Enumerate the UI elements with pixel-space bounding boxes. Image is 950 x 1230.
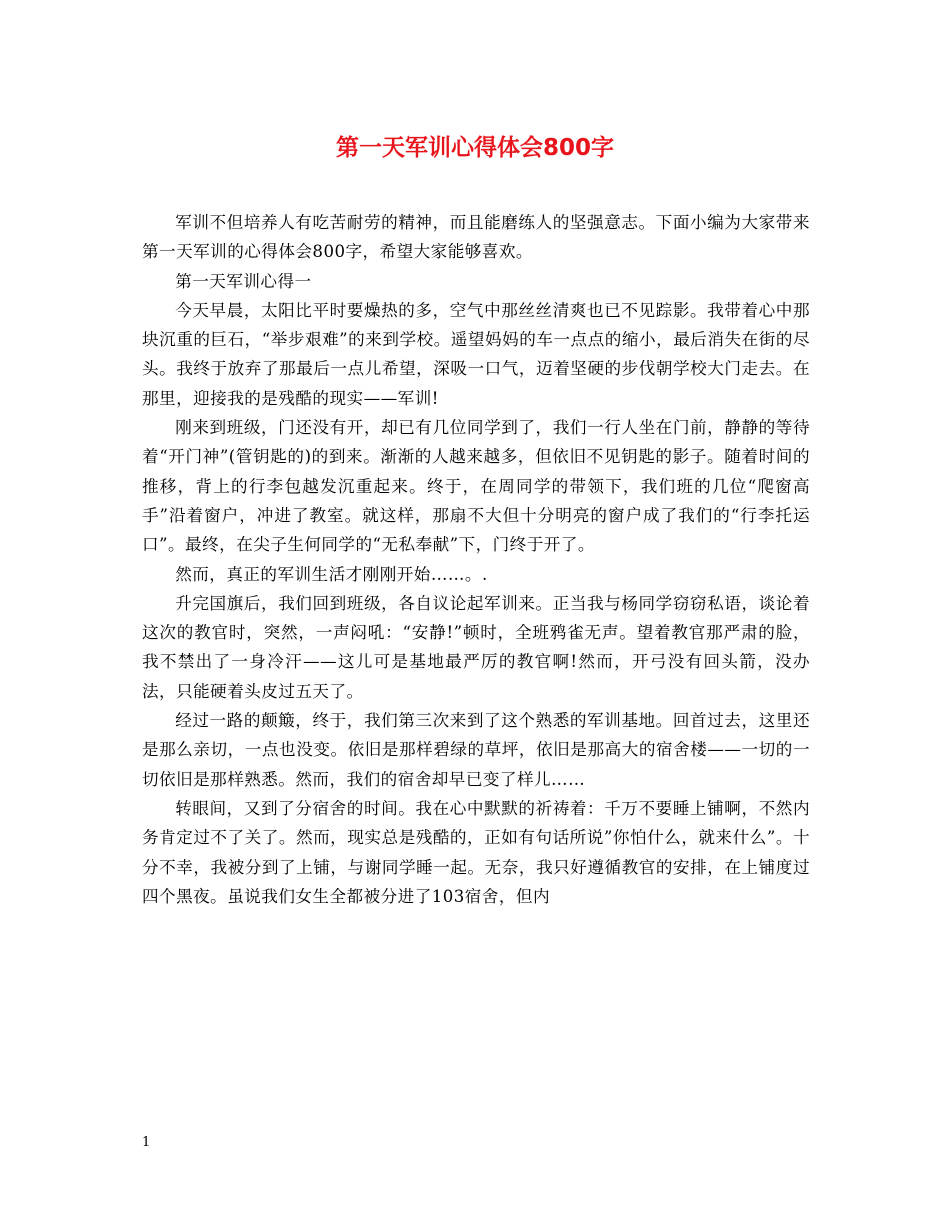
paragraph: 经过一路的颠簸，终于，我们第三次来到了这个熟悉的军训基地。回首过去，这里还是那么亲切，一点也没变。依旧是那样碧绿的草坪，依旧是那高大的宿舍楼——一切的一切依旧是那样熟悉。然而，我们的宿舍却早已变了样儿…… — [142, 711, 810, 789]
document-title: 第一天军训心得体会800字 — [335, 135, 614, 161]
paragraph: 然而，真正的军训生活才刚刚开始……。. — [175, 564, 488, 584]
paragraph: 今天早晨，太阳比平时要燥热的多，空气中那丝丝清爽也已不见踪影。我带着心中那块沉重的巨石，“举步艰难”的来到学校。遥望妈妈的车一点点的缩小，最后消失在街的尽头。我终于放弃了那最后一点儿希望，深吸一口气，迈着坚硬的步伐朝学校大门走去。在那里，迎接我的是残酷的现实——军训! — [142, 300, 810, 408]
paragraph-intro: 军训不但培养人有吃苦耐劳的精神，而且能磨练人的坚强意志。下面小编为大家带来第一天军训的心得体会800字，希望大家能够喜欢。 — [142, 213, 810, 262]
page-number: 1 — [142, 1135, 151, 1150]
section-heading: 第一天军训心得一 — [175, 271, 312, 291]
paragraph: 转眼间，又到了分宿舍的时间。我在心中默默的祈祷着：千万不要睡上铺啊，不然内务肯定过不了关了。然而，现实总是残酷的，正如有句话所说”你怕什么，就来什么”。十分不幸，我被分到了上铺，与谢同学睡一起。无奈，我只好遵循教官的安排，在上铺度过四个黑夜。虽说我们女生全都被分进了103宿舍，但内 — [142, 798, 810, 906]
document-body — [142, 208, 810, 911]
paragraph: 刚来到班级，门还没有开，却已有几位同学到了，我们一行人坐在门前，静静的等待着“开门神”(管钥匙的)的到来。渐渐的人越来越多，但依旧不见钥匙的影子。随着时间的推移，背上的行李包越发沉重起来。终于，在周同学的带领下，我们班的几位“爬窗高手”沿着窗户，冲进了教室。就这样，那扇不大但十分明亮的窗户成了我们的“行李托运口”。最终，在尖子生何同学的“无私奉献”下，门终于开了。 — [142, 418, 810, 555]
paragraph: 升完国旗后，我们回到班级，各自议论起军训来。正当我与杨同学窃窃私语，谈论着这次的教官时，突然，一声闷吼：“安静!”顿时，全班鸦雀无声。望着教官那严肃的脸，我不禁出了一身冷汗——这儿可是基地最严厉的教官啊!然而，开弓没有回头箭，没办法，只能硬着头皮过五天了。 — [142, 593, 810, 701]
